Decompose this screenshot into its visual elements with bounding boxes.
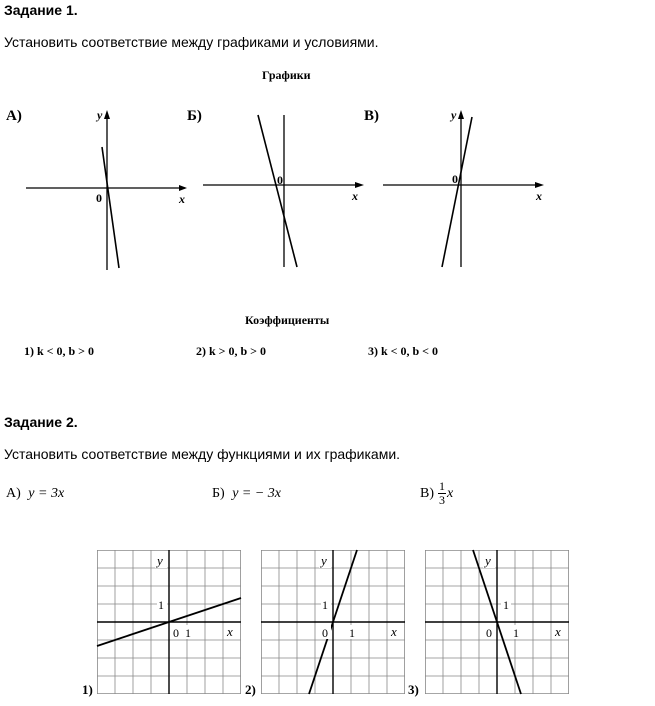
graph-1-x-label: x	[227, 624, 233, 639]
graph-3-x-tick: 1	[513, 626, 519, 640]
function-a-label: А)	[6, 486, 21, 501]
function-a	[6, 486, 64, 502]
graph-a-label: А)	[6, 108, 22, 124]
graph-3-y-tick: 1	[503, 598, 509, 612]
graph-3-x-label: x	[555, 624, 561, 639]
graph-b-label: Б)	[187, 108, 202, 124]
graph-a-origin: 0	[96, 191, 102, 205]
function-b	[212, 486, 281, 502]
graph-2	[261, 550, 407, 696]
condition-2: 2) k > 0, b > 0	[196, 344, 267, 358]
graph-2-x-label: x	[391, 624, 397, 639]
coef-title: Коэффициенты	[245, 313, 330, 327]
graph-2-y-label: y	[321, 553, 327, 568]
graph-v-label: В)	[364, 108, 379, 124]
function-a-formula: y = 3x	[28, 486, 65, 501]
graph-a-y-label: y	[97, 108, 103, 122]
graph-2-origin: 0	[322, 626, 328, 640]
graph-2-y-tick: 1	[322, 598, 328, 612]
graph-v-x-label: x	[536, 189, 542, 203]
function-v-label: В)	[420, 485, 434, 501]
graph-3-label: 3)	[408, 682, 419, 697]
graph-1-y-tick: 1	[158, 598, 164, 612]
graphs-title: Графики	[262, 68, 311, 82]
graph-3-y-label: y	[485, 553, 491, 568]
function-v-denominator: 3	[439, 493, 445, 507]
graph-2-x-tick: 1	[349, 626, 355, 640]
function-b-label: Б)	[212, 486, 225, 501]
graph-b	[200, 105, 380, 275]
graph-1-y-label: y	[157, 553, 163, 568]
graph-b-origin: 0	[277, 173, 283, 187]
condition-3: 3) k < 0, b < 0	[368, 344, 439, 358]
graph-v-y-label: y	[451, 108, 457, 122]
graph-3	[425, 550, 571, 696]
graph-v	[380, 105, 560, 275]
function-v	[420, 480, 453, 507]
function-v-numerator: 1	[439, 479, 445, 493]
condition-1: 1) k < 0, b > 0	[24, 344, 95, 358]
task1-text: Установить соответствие между графиками и условиями.	[4, 34, 379, 50]
graph-1-x-tick: 1	[185, 626, 191, 640]
function-v-var: x	[447, 485, 454, 501]
function-v-fraction	[438, 480, 446, 507]
function-b-formula: y = − 3x	[232, 486, 282, 501]
task2-text: Установить соответствие между функциями и их графиками.	[4, 446, 401, 462]
graph-a-x-label: x	[179, 192, 185, 206]
graph-b-x-label: x	[352, 189, 358, 203]
graph-1-label: 1)	[82, 682, 93, 697]
graph-1-origin: 0	[173, 626, 179, 640]
graph-v-origin: 0	[452, 172, 458, 186]
task1-heading: Задание 1.	[4, 2, 78, 18]
graph-1	[97, 550, 243, 696]
task2-heading: Задание 2.	[4, 414, 78, 430]
graph-a	[20, 105, 200, 275]
graph-2-label: 2)	[245, 682, 256, 697]
graph-3-origin: 0	[486, 626, 492, 640]
